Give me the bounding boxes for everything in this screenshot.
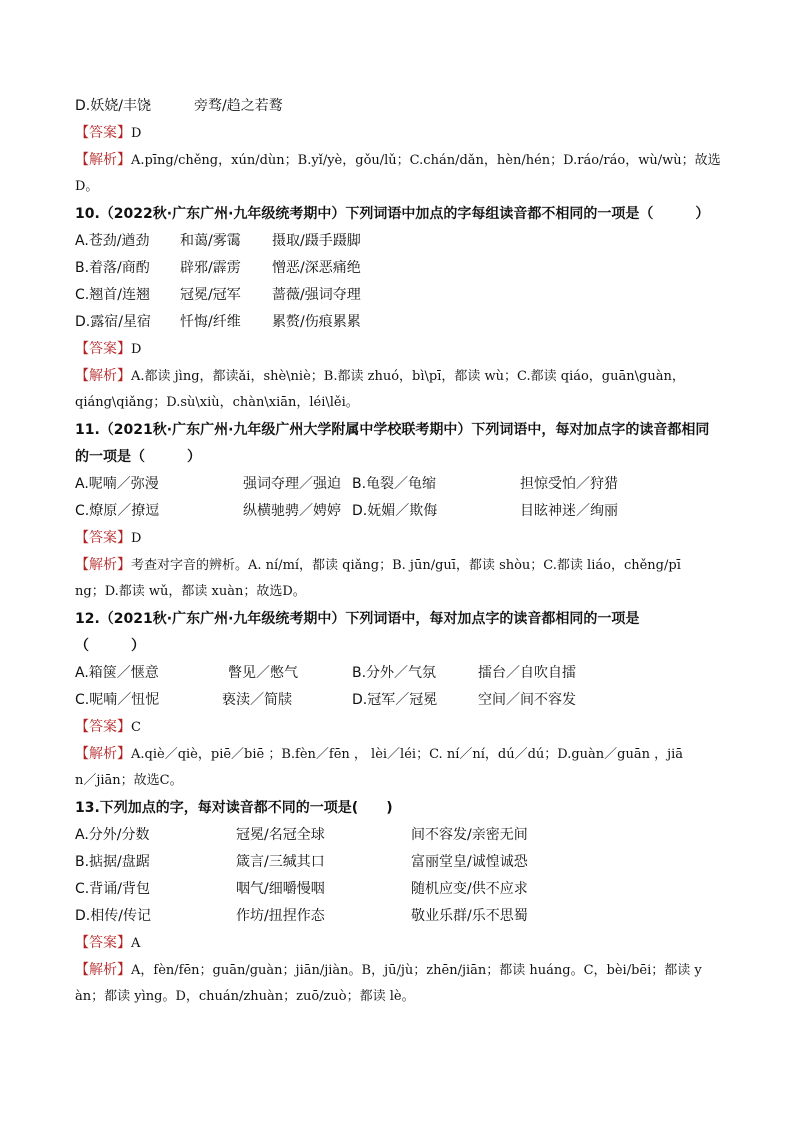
question-11-stem-cont: 的一项是（ ） (75, 449, 201, 465)
question-13-stem: 13.下列加点的字，每对读音都不同的一项是( ) (75, 800, 393, 816)
option-cell: C.燎原／撩逗 (75, 503, 160, 519)
analysis-line-cont: ng；D.都读 wǔ，都读 xuàn；故选D。 (75, 584, 306, 599)
option-cell: 作坊/扭捏作态 (236, 908, 325, 924)
answer-tag: 【答案】 (75, 341, 131, 357)
answer-line (75, 339, 141, 360)
option-cell: 敬业乐群/乐不思蜀 (411, 908, 528, 924)
option-cell: D.露宿/星宿 (75, 314, 151, 330)
option-cell: B.分外／气氛 (352, 665, 437, 681)
option-cell: 目眩神迷／绚丽 (520, 503, 618, 519)
option-cell: A.分外/分数 (75, 827, 150, 843)
answer-value: D (131, 531, 142, 546)
analysis-text: A，fèn/fēn；guān/guàn；jiān/jiàn。B，jū/jù；zhēn/jiān；都读 huáng。C，bèi/bēi；都读 y (131, 963, 702, 978)
answer-tag: 【答案】 (75, 530, 131, 546)
option-cell: D.相传/传记 (75, 908, 151, 924)
question-11-stem: 11.（2021秋·广东广州·九年级广州大学附属中学校联考期中）下列词语中，每对加点字的读音都相同 (75, 422, 710, 438)
option-cell: 擂台／自吹自擂 (478, 665, 576, 681)
answer-line (75, 717, 141, 738)
option-cell: C.翘首/连翘 (75, 287, 150, 303)
answer-tag: 【答案】 (75, 125, 131, 141)
analysis-line-cont: àn；都读 yìng。D，chuán/zhuàn；zuō/zuò；都读 lè。 (75, 989, 415, 1004)
analysis-text: A.都读 jìng，都读ǎi，shè\niè；B.都读 zhuó，bì\pī，都读 wù；C.都读 qiáo，guān\guàn， (131, 369, 685, 384)
option-cell: 纵横驰骋／娉婷 (243, 503, 341, 519)
option-cell: B.着落/商酌 (75, 260, 150, 276)
answer-line (75, 933, 140, 954)
option-cell: 冠冕/名冠全球 (236, 827, 325, 843)
answer-line (75, 528, 141, 549)
analysis-text: A.qiè／qiè，piē／biē ；B.fèn／fēn ， lèi／léi；C. ní／ní，dú／dú；D.guàn／guān ，jiā (131, 747, 684, 762)
analysis-line (75, 150, 721, 171)
option-cell: 间不容发/亲密无间 (411, 827, 528, 843)
option-cell: A.呢喃／弥漫 (75, 476, 159, 492)
option-cell: 亵渎／简牍 (222, 692, 292, 708)
answer-value: D (131, 126, 142, 141)
option-cell: 冠冕/冠军 (180, 287, 241, 303)
question-12-stem-cont: （ ） (75, 638, 145, 654)
analysis-line-cont: D。 (75, 179, 99, 194)
option-cell: A.苍劲/遒劲 (75, 233, 150, 249)
option-cell: D.冠军／冠冕 (352, 692, 438, 708)
option-cell: 富丽堂皇/诚惶诚恐 (411, 854, 528, 870)
option-cell: 咽气/细嚼慢咽 (236, 881, 325, 897)
option-cell: 旁骛/趋之若鹜 (194, 98, 283, 114)
answer-line (75, 123, 141, 144)
analysis-tag: 【解析】 (75, 152, 131, 168)
answer-tag: 【答案】 (75, 719, 131, 735)
option-cell: 累赘/伤痕累累 (272, 314, 361, 330)
option-cell: 忏悔/纤维 (180, 314, 241, 330)
option-cell: 箴言/三缄其口 (236, 854, 325, 870)
option-cell: 担惊受怕／狩猎 (520, 476, 618, 492)
question-10-stem: 10.（2022秋·广东广州·九年级统考期中）下列词语中加点的字每组读音都不相同的一项是（ ） (75, 206, 710, 222)
analysis-line (75, 744, 683, 765)
answer-value: A (131, 936, 141, 951)
option-cell: 憎恶/深恶痛绝 (272, 260, 361, 276)
analysis-tag: 【解析】 (75, 557, 131, 573)
option-cell: 辟邪/霹雳 (180, 260, 241, 276)
analysis-line (75, 960, 702, 981)
analysis-line (75, 555, 681, 576)
analysis-text: 考查对字音的辨析。A. ní/mí，都读 qiǎng；B. jūn/guī，都读 shòu；C.都读 liáo，chěng/pī (131, 558, 681, 573)
option-cell: D.妖娆/丰饶 (75, 98, 151, 114)
answer-value: C (131, 720, 141, 735)
option-cell: 蔷薇/强词夺理 (272, 287, 361, 303)
option-cell: 瞥见／憋气 (228, 665, 298, 681)
analysis-text: A.pīng/chěng，xún/dùn；B.yǐ/yè，gǒu/lǔ；C.chán/dǎn，hèn/hén；D.ráo/ráo，wù/wù；故选 (131, 153, 721, 168)
option-cell: 随机应变/供不应求 (411, 881, 528, 897)
option-cell: D.妩媚／欺侮 (352, 503, 438, 519)
option-cell: B.龟裂／龟缩 (352, 476, 437, 492)
option-cell: C.呢喃／忸怩 (75, 692, 160, 708)
answer-value: D (131, 342, 142, 357)
analysis-tag: 【解析】 (75, 368, 131, 384)
question-12-stem: 12.（2021秋·广东广州·九年级统考期中）下列词语中，每对加点字的读音都相同的一项是 (75, 611, 640, 627)
option-cell: B.掂据/盘踞 (75, 854, 150, 870)
option-cell: 强词夺理／强迫 (243, 476, 341, 492)
option-cell: A.箱箧／惬意 (75, 665, 159, 681)
analysis-tag: 【解析】 (75, 746, 131, 762)
analysis-line-cont: n／jiān；故选C。 (75, 773, 183, 788)
option-cell: 摄取/蹑手蹑脚 (272, 233, 361, 249)
option-cell: 和蔼/雾霭 (180, 233, 241, 249)
analysis-tag: 【解析】 (75, 962, 131, 978)
analysis-line-cont: qiáng\qiǎng；D.sù\xiù，chàn\xiān，léi\lěi。 (75, 395, 359, 410)
answer-tag: 【答案】 (75, 935, 131, 951)
analysis-line (75, 366, 685, 387)
option-cell: C.背诵/背包 (75, 881, 150, 897)
option-cell: 空间／间不容发 (478, 692, 576, 708)
